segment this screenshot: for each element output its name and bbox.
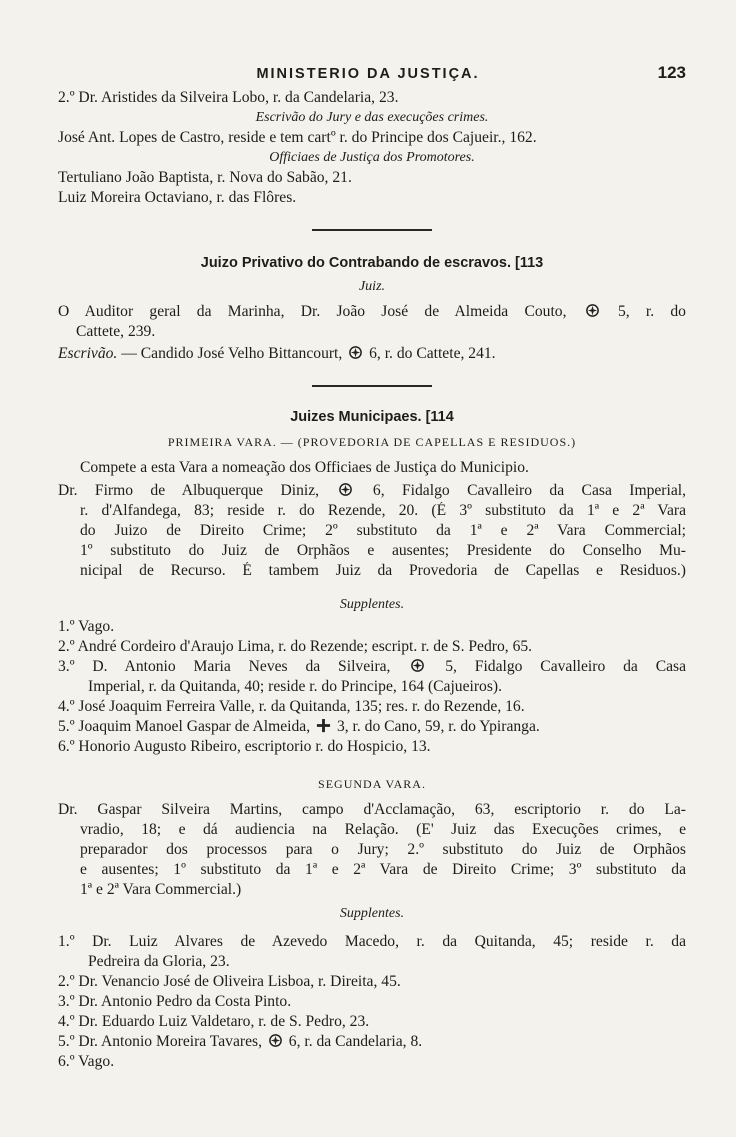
supplente-item: 6.º Vago. [58,1053,115,1070]
firmo-line-3: do Juizo de Direito Crime; 2º substituto da 1ª e 2ª Vara Commercial; [80,522,686,539]
intro-line-1: 2.º Dr. Aristides da Silveira Lobo, r. da Candelaria, 23. [58,89,399,106]
primeira-vara-heading: PRIMEIRA VARA. — (PROVEDORIA DE CAPELLAS E RESIDUOS.) [167,435,577,449]
cross-emblem-icon [316,718,331,733]
supplente-item-cont: Pedreira da Gloria, 23. [88,953,230,970]
juiz-heading: Juiz. [358,279,386,294]
intro-line-2: José Ant. Lopes de Castro, reside e tem cartº r. do Principe dos Cajueir., 162. [58,129,537,146]
firmo-line-5: nicipal de Recurso. É tambem Juiz da Provedoria de Capellas e Residuos.) [80,562,686,579]
order-emblem-icon [585,303,600,318]
supplente-item: 6.º Honorio Augusto Ribeiro, escriptorio r. do Hospicio, 13. [58,738,431,755]
supplente-item: 3.º Dr. Antonio Pedro da Costa Pinto. [58,993,292,1010]
supplente-item: 3.º D. Antonio Maria Neves da Silveira, 5, Fidalgo Cavalleiro da Casa [58,658,686,675]
order-emblem-icon [338,482,353,497]
gaspar-line-1: Dr. Gaspar Silveira Martins, campo d'Acclamação, 63, escriptorio r. do La- [58,801,686,818]
gaspar-line-4: e ausentes; 1º substituto da 1ª e 2ª Vara de Direito Crime; 3º substituto da [80,861,686,878]
gaspar-line-2: vradio, 18; e dá audiencia na Relação. (E' Juiz das Execuções crimes, e [80,821,686,838]
segunda-vara-heading: SEGUNDA VARA. [318,777,426,791]
section-divider [312,229,432,231]
contrabando-heading: Juizo Privativo do Contrabando de escravos. [113 [200,255,544,271]
gaspar-line-5: 1ª e 2ª Vara Commercial.) [80,881,242,898]
supplente-item: 5.º Dr. Antonio Moreira Tavares, 6, r. da Candelaria, 8. [58,1033,423,1050]
supplente-item: 1.º Dr. Luiz Alvares de Azevedo Macedo, r. da Quitanda, 45; reside r. da [58,933,686,950]
firmo-line-2: r. d'Alfandega, 83; reside r. do Rezende, 20. (É 3º substituto da 1ª e 2ª Vara [80,502,686,519]
supplente-item-cont: Imperial, r. da Quitanda, 40; reside r. do Principe, 164 (Cajueiros). [88,678,502,695]
supplentes-heading: Supplentes. [339,906,405,921]
supplente-item: 4.º José Joaquim Ferreira Valle, r. da Quitanda, 135; res. r. do Rezende, 16. [58,698,525,715]
section-divider [312,385,432,387]
municipaes-heading: Juizes Municipaes. [114 [290,409,454,425]
supplentes-heading: Supplentes. [339,597,405,612]
officiaes-heading: Officiaes de Justiça dos Promotores. [269,150,475,165]
running-header: MINISTERIO DA JUSTIÇA. [256,66,480,82]
firmo-line-1: Dr. Firmo de Albuquerque Diniz, 6, Fidalgo Cavalleiro da Casa Imperial, [58,482,686,499]
page-number: 123 [657,63,686,82]
supplente-item: 2.º André Cordeiro d'Araujo Lima, r. do Rezende; escript. r. de S. Pedro, 65. [58,638,533,655]
intro-line-3: Tertuliano João Baptista, r. Nova do Sabão, 21. [58,169,352,186]
supplente-item: 2.º Dr. Venancio José de Oliveira Lisboa, r. Direita, 45. [58,973,401,990]
supplente-item: 1.º Vago. [58,618,115,635]
escrivao-line: Escrivão. — Candido José Velho Bittancourt, 6, r. do Cattete, 241. [58,345,496,362]
gaspar-line-3: preparador dos processos para o Jury; 2.º substituto do Juiz de Orphãos [80,841,686,858]
order-emblem-icon [410,658,425,673]
juiz-line-2: Cattete, 239. [76,323,156,340]
firmo-line-4: 1º substituto do Juiz de Orphãos e ausentes; Presidente do Conselho Mu- [80,542,686,559]
compete-line: Compete a esta Vara a nomeação dos Officiaes de Justiça do Municipio. [80,459,529,476]
juiz-line-1: O Auditor geral da Marinha, Dr. João José de Almeida Couto, 5, r. do [58,303,686,320]
supplente-item: 4.º Dr. Eduardo Luiz Valdetaro, r. de S. Pedro, 23. [58,1013,370,1030]
order-emblem-icon [348,345,363,360]
supplente-item: 5.º Joaquim Manoel Gaspar de Almeida, 3, r. do Cano, 59, r. do Ypiranga. [58,718,540,735]
escrivao-heading: Escrivão do Jury e das execuções crimes. [255,110,489,125]
order-emblem-icon [268,1033,283,1048]
intro-line-4: Luiz Moreira Octaviano, r. das Flôres. [58,189,297,206]
